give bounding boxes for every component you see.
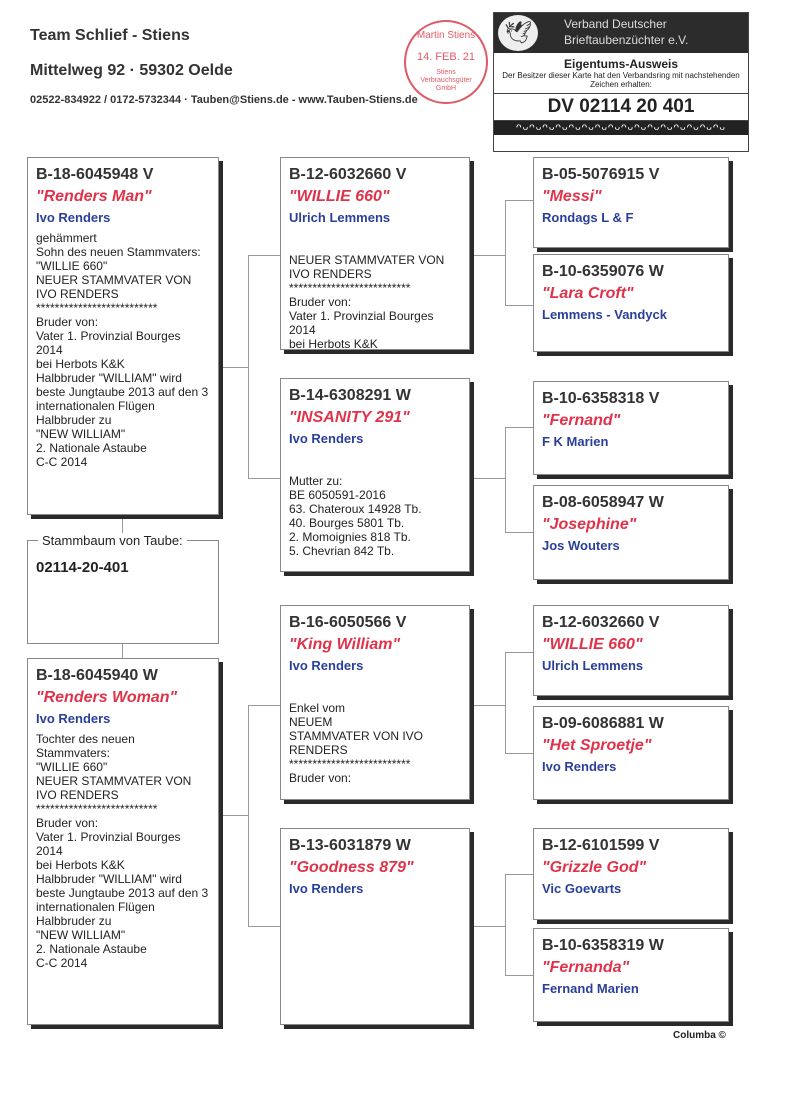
date-stamp bbox=[404, 20, 488, 104]
card-title: Eigentums-Ausweis bbox=[563, 57, 679, 71]
owner-name: Lemmens - Vandyck bbox=[542, 307, 667, 322]
connector bbox=[505, 200, 506, 305]
ring-number: B-12-6101599 V bbox=[542, 837, 660, 854]
pigeon-box bbox=[533, 254, 729, 352]
connector bbox=[505, 427, 506, 532]
contact-line: 02522-834922 / 0172-5732344 · Tauben@Stiens.de - www.Tauben-Stiens.de bbox=[30, 94, 418, 106]
connector bbox=[505, 753, 533, 754]
subject-ring-number: 02114-20-401 bbox=[36, 559, 129, 576]
ring-number: B-18-6045940 W bbox=[36, 667, 158, 684]
ring-number: B-10-6358319 W bbox=[542, 937, 664, 954]
ring-number: B-12-6032660 V bbox=[542, 614, 660, 631]
connector bbox=[505, 427, 533, 428]
connector bbox=[248, 255, 280, 256]
footer-credit: Columba © bbox=[673, 1030, 726, 1041]
connector bbox=[505, 975, 533, 976]
ring-number: B-08-6058947 W bbox=[542, 494, 664, 511]
pigeon-name: "INSANITY 291" bbox=[289, 409, 410, 426]
card-org-line1: Verband Deutscher bbox=[564, 17, 667, 31]
connector bbox=[248, 926, 280, 927]
owner-name: Ulrich Lemmens bbox=[289, 210, 391, 225]
ownership-card bbox=[493, 12, 749, 152]
card-header bbox=[494, 13, 748, 53]
pigeon-notes: Enkel vom NEUEM STAMMVATER VON IVO RENDERS ************************** Bruder von: bbox=[289, 701, 424, 785]
ring-number: B-14-6308291 W bbox=[289, 387, 411, 404]
ring-number: B-10-6358318 V bbox=[542, 390, 660, 407]
address: Mittelweg 92 · 59302 Oelde bbox=[30, 62, 233, 79]
pigeon-box bbox=[533, 381, 729, 475]
pigeon-box bbox=[280, 828, 470, 1025]
connector bbox=[470, 255, 505, 256]
ring-number: B-10-6359076 W bbox=[542, 263, 664, 280]
pigeon-name: "King William" bbox=[289, 636, 401, 653]
connector bbox=[248, 705, 249, 927]
pigeon-box bbox=[533, 157, 729, 248]
pigeon-name: "Grizzle God" bbox=[542, 859, 647, 876]
connector bbox=[505, 652, 533, 653]
pigeon-name: "Het Sproetje" bbox=[542, 737, 652, 754]
pigeon-notes: NEUER STAMMVATER VON IVO RENDERS ************************** Bruder von: Vater 1. Provinzial Bourges 2014 bei Herbots K&K bbox=[289, 253, 445, 351]
pigeon-box bbox=[280, 378, 470, 572]
team-name: Team Schlief - Stiens bbox=[30, 27, 190, 44]
connector bbox=[505, 532, 533, 533]
pigeon-name: "Josephine" bbox=[542, 516, 637, 533]
connector bbox=[248, 478, 280, 479]
card-pattern: ᴖᴗᴖᴗᴖᴗᴖᴗᴖᴗᴖᴗᴖᴗᴖᴗᴖᴗᴖᴗᴖᴗᴖᴗᴖᴗᴖᴗᴖᴗᴖᴗ bbox=[494, 121, 748, 135]
ring-number: B-05-5076915 V bbox=[542, 166, 660, 183]
pigeon-name: "Goodness 879" bbox=[289, 859, 414, 876]
ring-number: B-12-6032660 V bbox=[289, 166, 407, 183]
owner-name: Rondags L & F bbox=[542, 210, 634, 225]
owner-name: Ivo Renders bbox=[36, 210, 111, 225]
connector bbox=[248, 705, 280, 706]
ring-number: B-09-6086881 W bbox=[542, 715, 664, 732]
owner-name: Ivo Renders bbox=[289, 431, 364, 446]
stamp-text-bottom: Stiens Verbrauchsgüter GmbH bbox=[420, 69, 472, 92]
pigeon-box bbox=[280, 605, 470, 800]
pigeon-name: "Messi" bbox=[542, 188, 602, 205]
pigeon-logo-icon: 🕊 bbox=[498, 15, 538, 51]
pigeon-notes: gehämmert Sohn des neuen Stammvaters: "WILLIE 660" NEUER STAMMVATER VON IVO RENDERS ************************** Bruder von: Vater 1. Provinzial Bourges 2014 bei Herbots K&K Halbbruder "WILLIAM" wird beste Jungtaube 2013 auf den 3 internationalen Flügen Halbbruder zu "NEW WILLIAM" 2. Nationale Astaube C-C 2014 bbox=[36, 231, 209, 469]
pigeon-notes: Tochter des neuen Stammvaters: "WILLIE 660" NEUER STAMMVATER VON IVO RENDERS ************************** Bruder von: Vater 1. Provinzial Bourges 2014 bei Herbots K&K Halbbruder "WILLIAM" wird beste Jungtaube 2013 auf den 3 internationalen Flügen Halbbruder zu "NEW WILLIAM" 2. Nationale Astaube C-C 2014 bbox=[36, 732, 209, 970]
connector bbox=[505, 305, 533, 306]
subject-label: Stammbaum von Taube: bbox=[38, 533, 187, 548]
pigeon-box bbox=[533, 485, 729, 580]
pigeon-box bbox=[280, 157, 470, 350]
pigeon-notes: Mutter zu: BE 6050591-2016 63. Chateroux 14928 Tb. 40. Bourges 5801 Tb. 2. Momoignies 818 Tb. 5. Chevrian 842 Tb. bbox=[289, 474, 422, 558]
owner-name: F K Marien bbox=[542, 434, 609, 449]
stamp-date: 14. FEB. 21 bbox=[416, 51, 476, 63]
owner-name: Ivo Renders bbox=[289, 658, 364, 673]
owner-name: Vic Goevarts bbox=[542, 881, 622, 896]
connector bbox=[219, 815, 249, 816]
connector bbox=[505, 874, 533, 875]
pigeon-box bbox=[27, 157, 219, 515]
pigeon-box bbox=[533, 706, 729, 800]
pigeon-name: "Renders Man" bbox=[36, 188, 152, 205]
connector bbox=[470, 926, 505, 927]
owner-name: Ivo Renders bbox=[542, 759, 617, 774]
stamp-text: Martin Stiens bbox=[416, 30, 476, 41]
owner-name: Jos Wouters bbox=[542, 538, 620, 553]
pigeon-box bbox=[533, 828, 729, 920]
owner-name: Ulrich Lemmens bbox=[542, 658, 644, 673]
connector bbox=[505, 652, 506, 753]
ring-number: B-16-6050566 V bbox=[289, 614, 407, 631]
owner-name: Fernand Marien bbox=[542, 981, 639, 996]
pigeon-box bbox=[533, 928, 729, 1022]
card-ring-number: DV 02114 20 401 bbox=[494, 93, 748, 121]
pigeon-name: "Renders Woman" bbox=[36, 689, 178, 706]
connector bbox=[122, 643, 123, 658]
pigeon-name: "Fernanda" bbox=[542, 959, 630, 976]
subject-box bbox=[27, 533, 219, 644]
pigeon-box bbox=[27, 658, 219, 1025]
connector bbox=[505, 874, 506, 975]
ring-number: B-13-6031879 W bbox=[289, 837, 411, 854]
pigeon-name: "WILLIE 660" bbox=[289, 188, 390, 205]
pigeon-name: "WILLIE 660" bbox=[542, 636, 643, 653]
connector bbox=[219, 367, 249, 368]
pigeon-name: "Lara Croft" bbox=[542, 285, 634, 302]
connector bbox=[505, 200, 533, 201]
connector bbox=[470, 478, 505, 479]
owner-name: Ivo Renders bbox=[289, 881, 364, 896]
pigeon-box bbox=[533, 605, 729, 696]
connector bbox=[470, 705, 505, 706]
card-org-line2: Brieftaubenzüchter e.V. bbox=[564, 33, 689, 47]
pigeon-name: "Fernand" bbox=[542, 412, 621, 429]
card-description: Der Besitzer dieser Karte hat den Verbandsring mit nachstehenden Zeichen erhalten: bbox=[502, 71, 740, 89]
owner-name: Ivo Renders bbox=[36, 711, 111, 726]
connector bbox=[248, 255, 249, 479]
ring-number: B-18-6045948 V bbox=[36, 166, 154, 183]
